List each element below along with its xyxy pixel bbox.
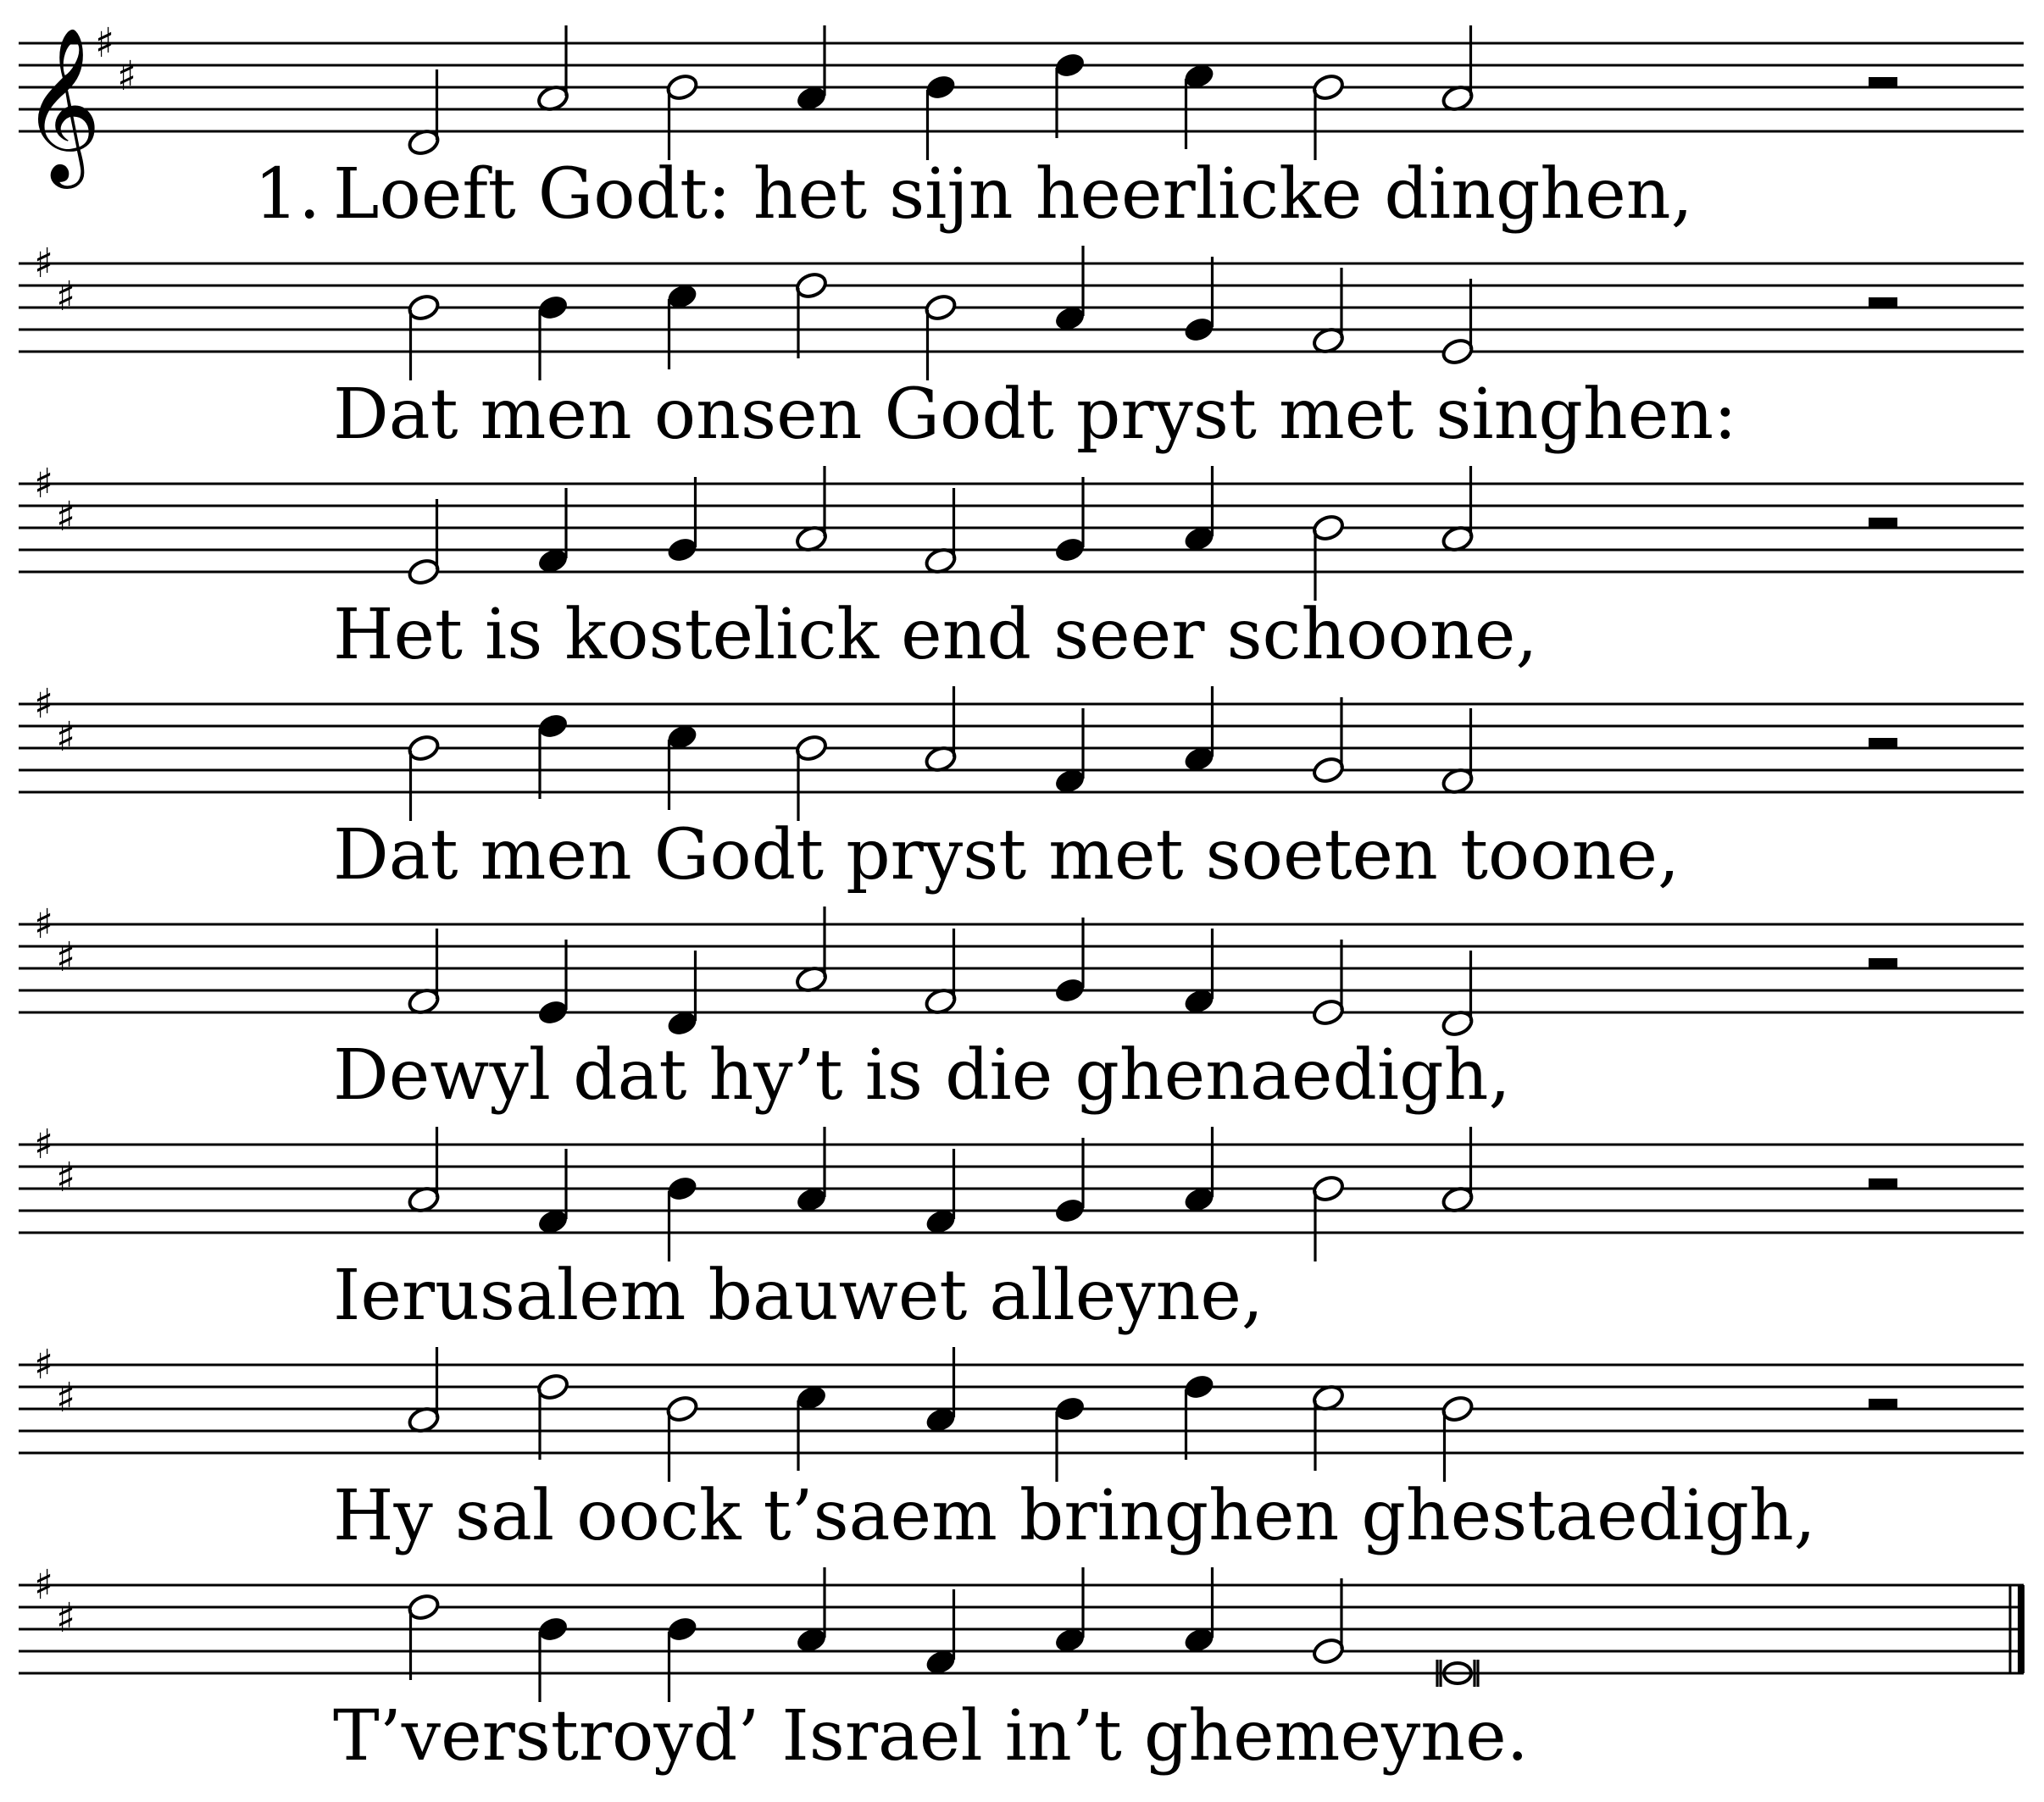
sharp-icon: ♯ xyxy=(56,1594,76,1642)
note xyxy=(924,686,958,773)
note xyxy=(1182,257,1217,344)
staff-system xyxy=(19,1561,2024,1702)
staff-system xyxy=(19,1121,2024,1261)
half-rest-icon xyxy=(1869,958,1897,968)
note xyxy=(924,1149,958,1236)
note xyxy=(665,282,700,369)
note xyxy=(665,1174,700,1261)
note xyxy=(1311,73,1346,160)
note xyxy=(1441,279,1475,366)
sharp-icon: ♯ xyxy=(34,1561,54,1609)
staff-system xyxy=(19,901,2024,1038)
note xyxy=(924,488,958,575)
note xyxy=(1182,1127,1217,1214)
note xyxy=(924,293,958,380)
staff-system xyxy=(19,1341,2024,1482)
note xyxy=(407,293,442,380)
note xyxy=(794,271,829,358)
lyric-line-4: Dat men Godt pryst met soeten toone, xyxy=(333,815,1680,895)
note xyxy=(1441,1127,1475,1214)
note xyxy=(1182,929,1217,1016)
note xyxy=(794,907,829,994)
note xyxy=(665,1615,700,1702)
note xyxy=(794,1127,829,1214)
half-rest-icon xyxy=(1869,738,1897,748)
sharp-icon: ♯ xyxy=(34,1121,54,1168)
note xyxy=(1182,686,1217,773)
note xyxy=(665,723,700,810)
treble-clef-icon: 𝄞 xyxy=(22,26,102,182)
note xyxy=(924,73,958,160)
half-rest-icon xyxy=(1869,297,1897,308)
note xyxy=(536,293,570,380)
note xyxy=(665,477,700,564)
sharp-icon: ♯ xyxy=(34,240,54,287)
note xyxy=(536,1615,570,1702)
sharp-icon: ♯ xyxy=(56,273,76,320)
note xyxy=(1182,62,1217,149)
sharp-icon: ♯ xyxy=(95,19,115,67)
sharp-icon: ♯ xyxy=(56,713,76,761)
note xyxy=(407,734,442,821)
note xyxy=(794,466,829,553)
note xyxy=(665,73,700,160)
sharp-icon: ♯ xyxy=(34,460,54,507)
note xyxy=(1441,708,1475,796)
note xyxy=(794,734,829,821)
lyric-line-1: Loeft Godt: het sijn heerlicke dinghen, xyxy=(333,154,1693,235)
lyric-line-2: Dat men onsen Godt pryst met singhen: xyxy=(333,374,1737,455)
sharp-icon: ♯ xyxy=(117,53,137,100)
note xyxy=(536,1372,570,1460)
note xyxy=(665,951,700,1038)
sharp-icon: ♯ xyxy=(56,934,76,981)
half-rest-icon xyxy=(1869,77,1897,87)
note xyxy=(407,1127,442,1214)
note xyxy=(1182,466,1217,553)
note xyxy=(1441,25,1475,113)
note xyxy=(1053,1394,1087,1482)
note xyxy=(1441,466,1475,553)
note xyxy=(1182,1372,1217,1460)
note xyxy=(1053,918,1087,1005)
note xyxy=(407,499,442,586)
lyric-line-7: Hy sal oock t’saem bringhen ghestaedigh, xyxy=(333,1476,1816,1556)
sharp-icon: ♯ xyxy=(56,1374,76,1422)
lyric-line-3: Het is kostelick end seer schoone, xyxy=(333,595,1538,675)
note xyxy=(1053,477,1087,564)
note xyxy=(536,712,570,799)
note xyxy=(1311,1174,1346,1261)
note xyxy=(536,488,570,575)
note xyxy=(1053,1567,1087,1655)
half-rest-icon xyxy=(1869,518,1897,528)
note xyxy=(1053,1138,1087,1225)
staff-system xyxy=(19,680,2024,821)
note xyxy=(1441,1394,1475,1482)
note xyxy=(407,929,442,1016)
note xyxy=(407,1593,442,1680)
note xyxy=(1311,1578,1346,1666)
note xyxy=(1311,940,1346,1027)
note xyxy=(1311,513,1346,601)
verse-number: 1. xyxy=(254,154,321,235)
note xyxy=(665,1394,700,1482)
note xyxy=(1441,951,1475,1038)
half-rest-icon xyxy=(1869,1178,1897,1189)
note xyxy=(794,1383,829,1471)
staff-system xyxy=(19,240,2024,380)
sharp-icon: ♯ xyxy=(34,1341,54,1389)
note xyxy=(1311,268,1346,355)
sharp-icon: ♯ xyxy=(34,901,54,948)
note xyxy=(1053,708,1087,796)
half-rest-icon xyxy=(1869,1399,1897,1409)
lyric-line-5: Dewyl dat hy’t is die ghenaedigh, xyxy=(333,1035,1511,1116)
note xyxy=(794,1567,829,1655)
note xyxy=(407,69,442,157)
note xyxy=(794,25,829,113)
note xyxy=(1311,697,1346,785)
note xyxy=(536,1149,570,1236)
note xyxy=(924,929,958,1016)
note xyxy=(924,1589,958,1677)
lyric-line-6: Ierusalem bauwet alleyne, xyxy=(333,1256,1264,1336)
note xyxy=(924,1347,958,1434)
note xyxy=(1053,246,1087,333)
note xyxy=(536,940,570,1027)
lyric-lines xyxy=(254,154,1816,1777)
staff-system xyxy=(19,460,2024,601)
sharp-icon: ♯ xyxy=(56,493,76,541)
sharp-icon: ♯ xyxy=(56,1154,76,1201)
sharp-icon: ♯ xyxy=(34,680,54,728)
lyric-line-8: T’verstroyd’ Israel in’t ghemeyne. xyxy=(333,1696,1529,1777)
note xyxy=(536,25,570,113)
note xyxy=(1311,1383,1346,1471)
note xyxy=(407,1347,442,1434)
note xyxy=(1182,1567,1217,1655)
note xyxy=(1053,51,1087,138)
